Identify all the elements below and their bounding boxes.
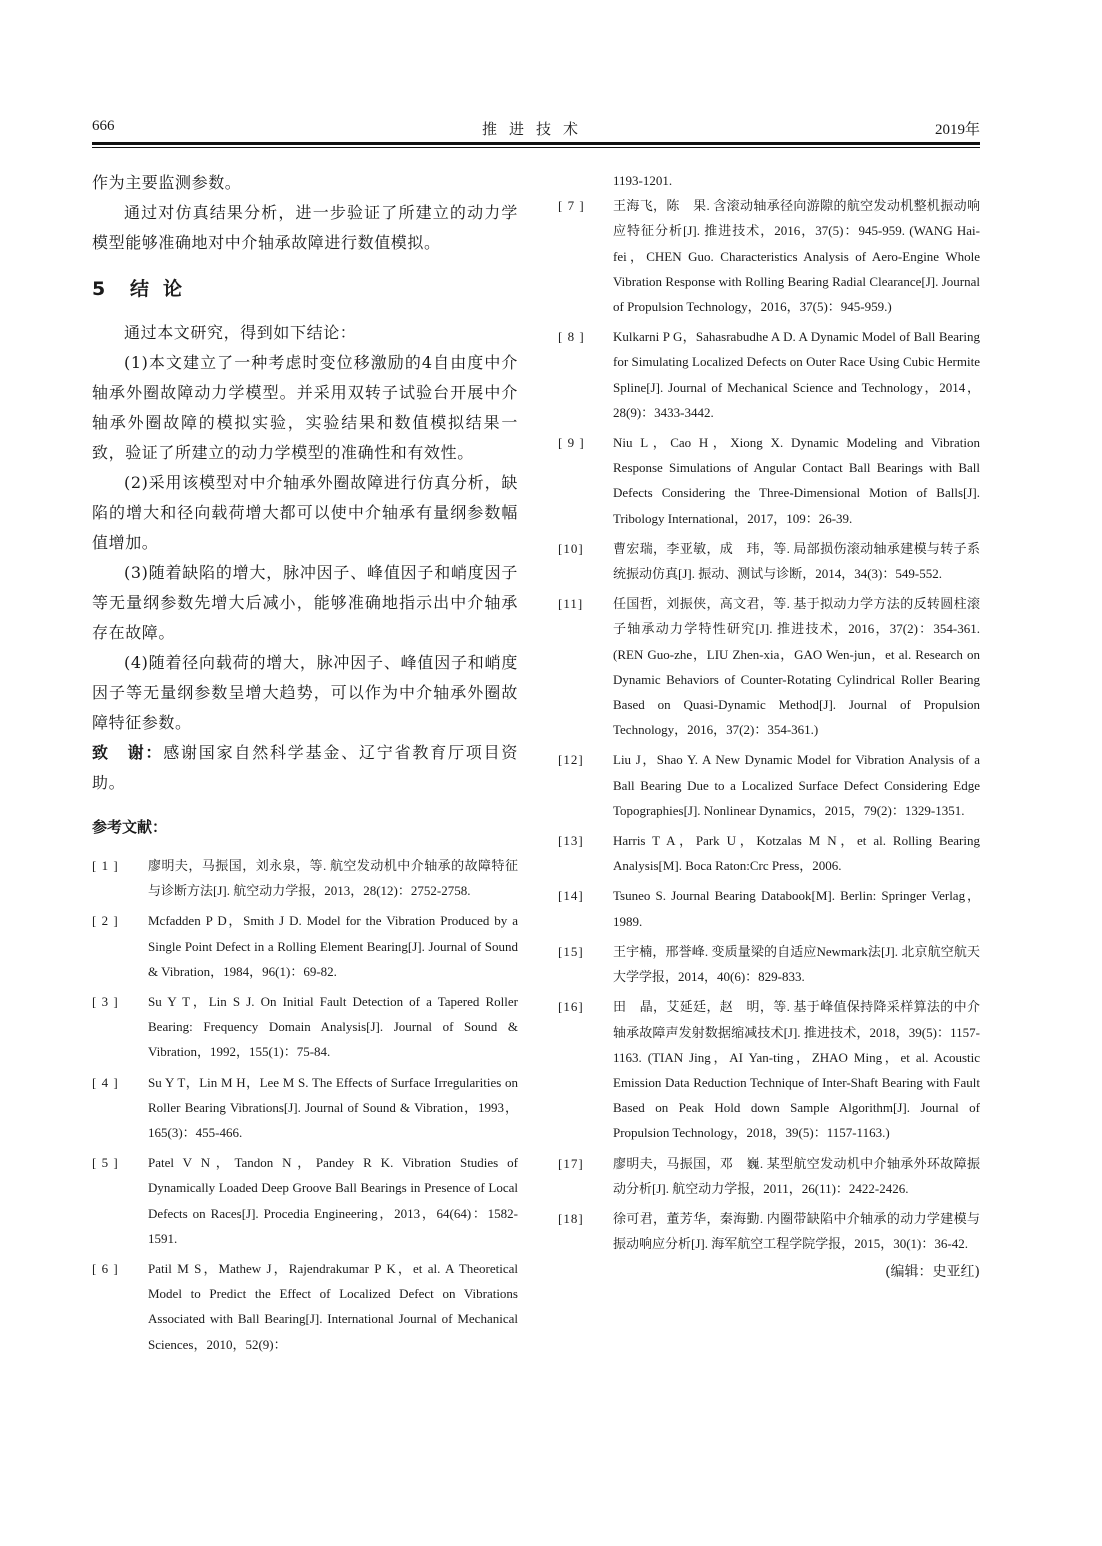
reference-text: Kulkarni P G，Sahasrabudhe A D. A Dynamic Model of Ball Bearing for Simulating Localized Defects on Outer Race Using Cubic Hermite Spline[J]. Journal of Mechanical Science and Technology，2014，28(9)：3433-3442. xyxy=(613,329,980,420)
conclusion-item: (4)随着径向载荷的增大，脉冲因子、峰值因子和峭度因子等无量纲参数呈增大趋势，可以作为中介轴承外圈故障特征参数。 xyxy=(92,653,518,732)
reference-number: [ 1 ] xyxy=(92,858,119,873)
reference-number: [ 9 ] xyxy=(558,435,585,451)
reference-text: 曹宏瑞，李亚敏，成 玮，等. 局部损伤滚动轴承建模与转子系统振动仿真[J]. 振动、测试与诊断，2014，34(3)：549-552. xyxy=(613,540,980,582)
reference-item xyxy=(558,1151,980,1201)
section-number: 5 xyxy=(92,278,106,300)
conclusion-item: (3)随着缺陷的增大，脉冲因子、峰值因子和峭度因子等无量纲参数先增大后减小，能够准确地指示出中介轴承存在故障。 xyxy=(92,563,518,642)
reference-number: [ 5 ] xyxy=(92,1155,119,1171)
reference-number: [ 6 ] xyxy=(92,1261,119,1277)
reference-number: [17] xyxy=(558,1155,584,1171)
reference-number: [ 2 ] xyxy=(92,913,119,929)
reference-item xyxy=(558,430,980,531)
reference-text: Su Y T，Lin M H，Lee M S. The Effects of Surface Irregularities on Roller Bearing Vibrations[J]. Journal of Sound & Vibration，1993，165(3)：455-466. xyxy=(148,1074,518,1141)
reference-number: [12] xyxy=(558,752,584,768)
editor-note: (编辑：史亚红) xyxy=(885,1264,980,1281)
reference-number: [13] xyxy=(558,833,584,849)
reference-item xyxy=(558,536,980,586)
reference-item xyxy=(558,883,980,933)
paragraph-simulation: 通过对仿真结果分析，进一步验证了所建立的动力学模型能够准确地对中介轴承故障进行数值模拟。 xyxy=(92,203,518,252)
reference-list-right xyxy=(558,193,980,1256)
reference-text: Su Y T，Lin S J. On Initial Fault Detection of a Tapered Roller Bearing: Frequency Domain Analysis[J]. Journal of Sound & Vibration，1992，155(1)：75-84. xyxy=(148,994,518,1060)
reference-text: Tsuneo S. Journal Bearing Databook[M]. Berlin: Springer Verlag，1989. xyxy=(613,888,980,929)
acknowledgement-text: 感谢国家自然科学基金、辽宁省教育厅项目资助。 xyxy=(92,743,518,792)
reference-item xyxy=(558,591,980,742)
reference-text: 徐可君，董芳华，秦海勤. 内圈带缺陷中介轴承的动力学建模与振动响应分析[J]. 海军航空工程学院学报，2015，30(1)：36-42. xyxy=(613,1210,980,1252)
reference-text: Patil M S，Mathew J，Rajendrakumar P K，et al. A Theoretical Model to Predict the Effect of Localized Defect on Vibrations Associated with Ball Bearing[J]. International Journal of Mechanical Sciences，2010，52(9)： xyxy=(148,1261,518,1352)
reference-text: Niu L，Cao H，Xiong X. Dynamic Modeling and Vibration Response Simulations of Angular Contact Ball Bearings with Ball Defects Considering the Three-Dimensional Motion of Balls[J]. Tribology International，2017，109：26-39. xyxy=(613,435,980,526)
reference-item xyxy=(92,1070,518,1146)
reference-text: 廖明夫，马振国，刘永泉，等. 航空发动机中介轴承的故障特征与诊断方法[J]. 航空动力学报，2013，28(12)：2752-2758. xyxy=(148,858,518,899)
conclusion-item: (2)采用该模型对中介轴承外圈故障进行仿真分析，缺陷的增大和径向载荷增大都可以使中介轴承有量纲参数幅值增加。 xyxy=(92,473,518,552)
reference-number: [15] xyxy=(558,943,584,959)
left-column xyxy=(92,168,518,1362)
reference-text: Mcfadden P D，Smith J D. Model for the Vibration Produced by a Single Point Defect in a Rolling Element Bearing[J]. Journal of Sound & Vibration，1984，96(1)：69-82. xyxy=(148,913,518,979)
reference-item xyxy=(558,747,980,823)
journal-name: 推进技术 xyxy=(481,122,590,138)
reference-number: [10] xyxy=(558,540,584,556)
reference-text: 田 晶，艾延廷，赵 明，等. 基于峰值保持降采样算法的中介轴承故障声发射数据缩减技术[J]. 推进技术，2018，39(5)：1157-1163. (TIAN Jing，AI Yan-ting，ZHAO Ming，et al. Acoustic Emission Data Reduction Technique of Inter-Shaft Bearing with Fault Based on Peak Hold down Sample Algorithm[J]. Journal of Propulsion Technology，2018，39(5)：1157-1163.) xyxy=(613,999,980,1141)
page-number: 666 xyxy=(92,118,115,134)
reference-number: [18] xyxy=(558,1210,584,1226)
reference-text: 任国哲，刘振侠，高文君，等. 基于拟动力学方法的反转圆柱滚子轴承动力学特性研究[J]. 推进技术，2016，37(2)：354-361. (REN Guo-zhe，LIU Zhen-xia，GAO Wen-jun，et al. Research on Dynamic Behaviors of Counter-Rotating Cylindrical Roller Bearing Based on Quasi-Dynamic Method[J]. Journal of Propulsion Technology，2016，37(2)：354-361.) xyxy=(613,596,980,738)
reference-text: 王海飞，陈 果. 含滚动轴承径向游隙的航空发动机整机振动响应特征分析[J]. 推进技术，2016，37(5)：945-959. (WANG Hai-fei，CHEN Guo. Characteristics Analysis of Aero-Engine Whole Vibration Response with Rolling Bearing Radial Clearance[J]. Journal of Propulsion Technology，2016，37(5)：945-959.) xyxy=(613,198,980,315)
reference-item xyxy=(92,853,518,903)
year: 2019年 xyxy=(934,122,980,138)
paragraph-continued: 作为主要监测参数。 xyxy=(92,173,242,192)
reference-list-left xyxy=(92,853,518,1357)
reference-item xyxy=(92,1150,518,1251)
reference-number: [ 3 ] xyxy=(92,994,119,1010)
reference-number: [11] xyxy=(558,596,584,612)
reference-item xyxy=(558,1206,980,1256)
reference-item xyxy=(558,828,980,878)
section-heading xyxy=(92,274,518,304)
right-column xyxy=(558,168,980,1281)
reference-number: [14] xyxy=(558,888,584,904)
header-rule-thin xyxy=(92,147,980,148)
reference-number: [ 8 ] xyxy=(558,329,585,345)
references-heading: 参考文献： xyxy=(92,818,168,836)
reference-text: Liu J，Shao Y. A New Dynamic Model for Vibration Analysis of a Ball Bearing Due to a Localized Surface Defect Considering Edge Topographies[J]. Nonlinear Dynamics，2015，79(2)：1329-1351. xyxy=(613,752,980,818)
reference-item xyxy=(92,908,518,984)
reference-number: [ 4 ] xyxy=(92,1074,119,1090)
reference-item xyxy=(92,989,518,1065)
header-rule-thick xyxy=(92,142,980,145)
running-header xyxy=(92,116,980,142)
reference-item xyxy=(558,994,980,1145)
acknowledgement xyxy=(92,738,518,798)
reference-number: [ 7 ] xyxy=(558,198,585,214)
reference-number: [16] xyxy=(558,999,584,1015)
reference-continuation: 1193-1201. xyxy=(613,173,673,188)
reference-item xyxy=(558,193,980,319)
reference-item xyxy=(92,1256,518,1357)
section-title: 结论 xyxy=(130,278,197,300)
reference-item xyxy=(558,324,980,425)
conclusion-intro: 通过本文研究，得到如下结论： xyxy=(124,323,357,342)
reference-item xyxy=(558,939,980,989)
reference-text: Patel V N，Tandon N，Pandey R K. Vibration Studies of Dynamically Loaded Deep Groove Ball Bearings in Presence of Local Defects on Races[J]. Procedia Engineering，2013，64(64)：1582-1591. xyxy=(148,1155,518,1246)
reference-text: 廖明夫，马振国，邓 巍. 某型航空发动机中介轴承外环故障振动分析[J]. 航空动力学报，2011，26(11)：2422-2426. xyxy=(613,1155,980,1196)
reference-text: Harris T A，Park U，Kotzalas M N，et al. Rolling Bearing Analysis[M]. Boca Raton:Crc Press，2006. xyxy=(613,833,980,874)
acknowledgement-label: 致 谢： xyxy=(92,743,164,762)
conclusion-item: (1)本文建立了一种考虑时变位移激励的4自由度中介轴承外圈故障动力学模型。并采用双转子试验台开展中介轴承外圈故障的模拟实验，实验结果和数值模拟结果一致，验证了所建立的动力学模型的准确性和有效性。 xyxy=(92,353,518,462)
reference-text: 王宇楠，邢誉峰. 变质量梁的自适应Newmark法[J]. 北京航空航天大学学报，2014，40(6)：829-833. xyxy=(613,943,980,985)
